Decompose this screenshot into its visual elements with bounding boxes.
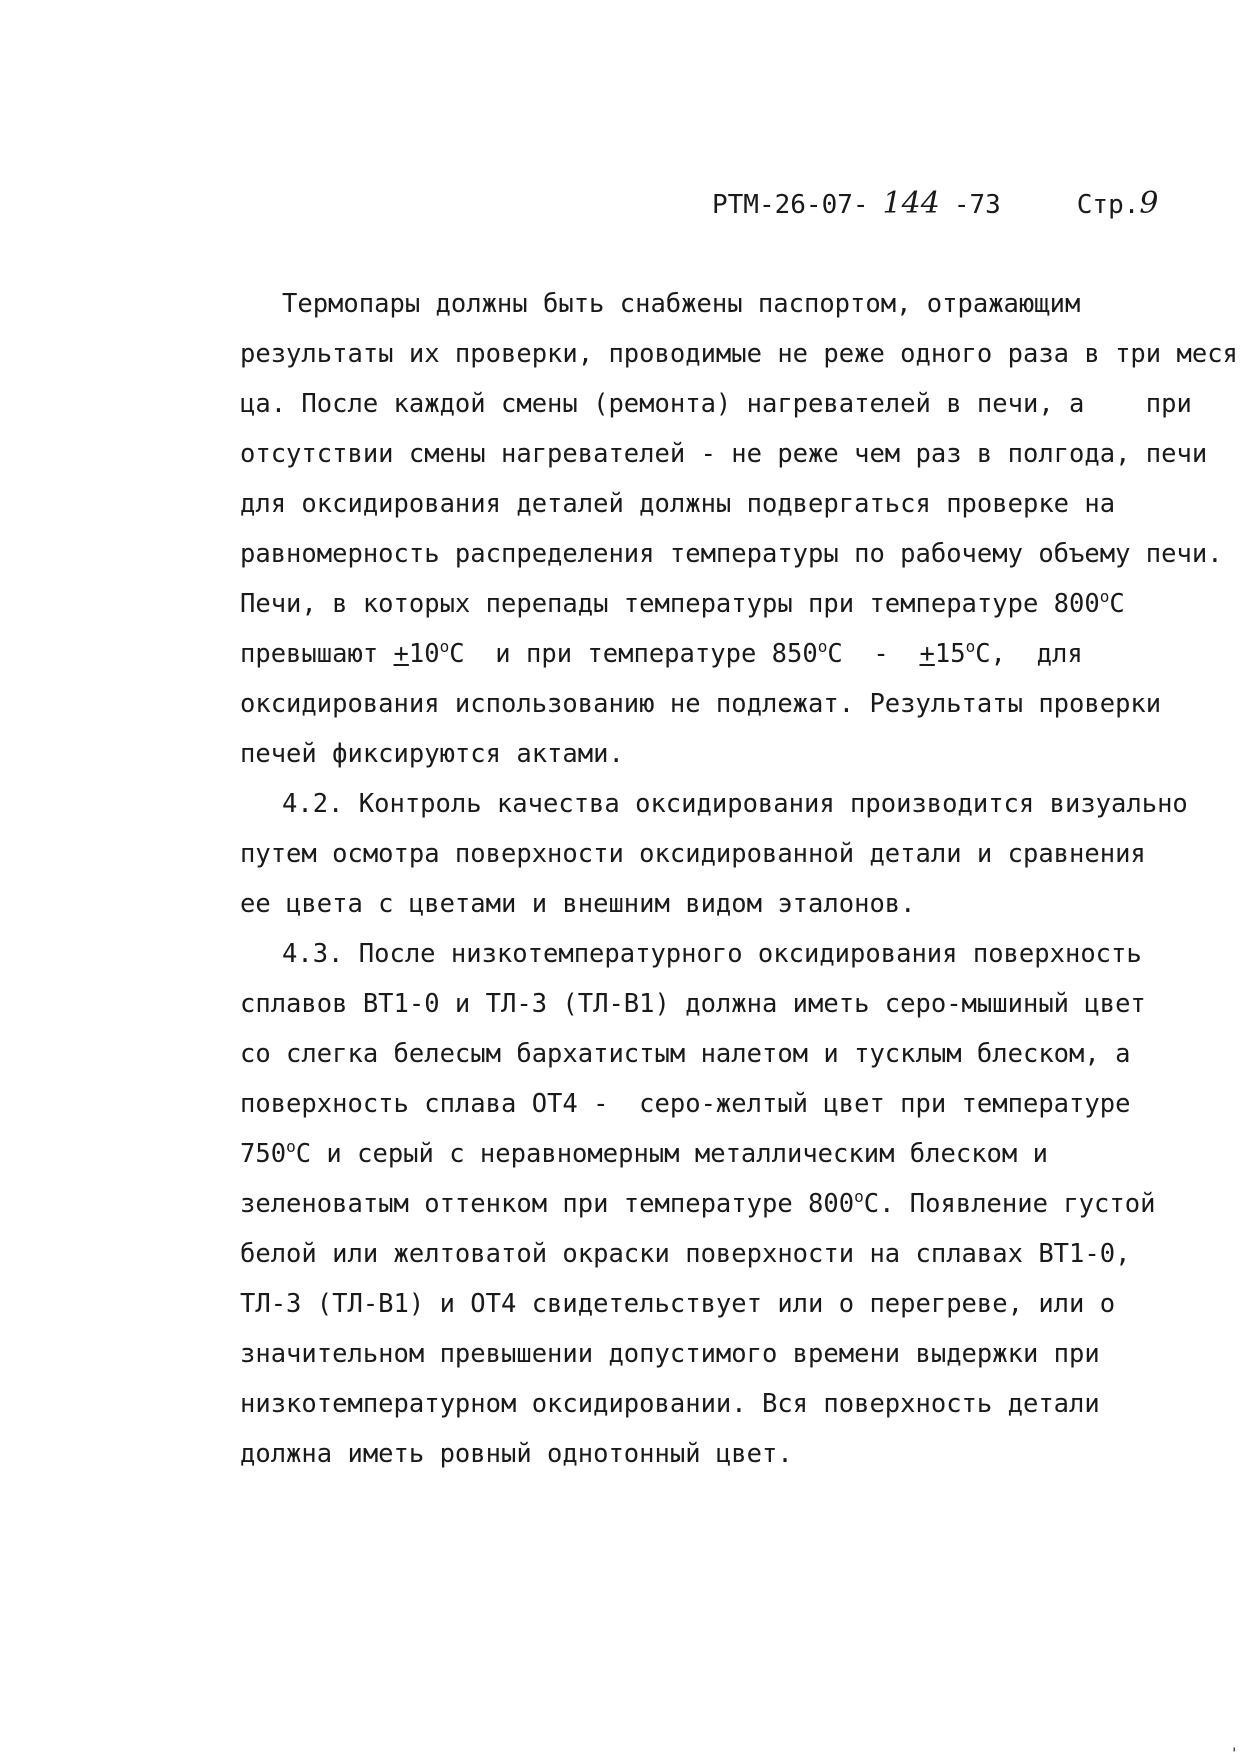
text-line: печей фиксируются актами. [240, 739, 624, 769]
text-line: отсутствии смены нагревателей - не реже чем раз в полгода, печи [240, 439, 1208, 469]
text-line: низкотемпературном оксидировании. Вся поверхность детали [240, 1389, 1100, 1419]
section-4-2-line: 4.2. Контроль качества оксидирования производится визуально [282, 789, 1188, 819]
text-line: значительном превышении допустимого времени выдержки при [240, 1339, 1100, 1369]
degree-sign: o [1099, 587, 1110, 606]
text-line: должна иметь ровный однотонный цвет. [240, 1439, 793, 1469]
text-line: ее цвета с цветами и внешним видом эталонов. [240, 889, 916, 919]
corner-mark: ' [1230, 1746, 1239, 1762]
degree-sign: o [854, 1187, 864, 1206]
text-line: для оксидирования деталей должны подвергаться проверке на [240, 489, 1116, 519]
plus-minus-sign: + [393, 639, 409, 669]
text-line: сплавов ВТ1-0 и ТЛ-3 (ТЛ-В1) должна иметь серо-мышиный цвет [240, 989, 1146, 1019]
degree-sign: o [965, 637, 976, 656]
page-header [712, 186, 1159, 221]
text-line: превышают $+10^oС$ и при температуре $850^oС - +15^oС$, для [240, 637, 1083, 669]
text-line: Термопары должны быть снабжены паспортом, отражающим [282, 289, 1081, 319]
degree-sign: o [439, 637, 450, 656]
text-line: ТЛ-3 (ТЛ-В1) и ОТ4 свидетельствует или о перегреве, или о [240, 1289, 1116, 1319]
text-line: ца. После каждой смены (ремонта) нагревателей в печи, а при [240, 389, 1192, 419]
text-line: равномерность распределения температуры по рабочему объему печи. [240, 539, 1223, 569]
text-line: белой или желтоватой окраски поверхности на сплавах ВТ1-0, [240, 1239, 1131, 1269]
text-line: поверхность сплава ОТ4 - серо-желтый цвет при температуре [240, 1089, 1131, 1119]
text-line: оксидирования использованию не подлежат. Результаты проверки [240, 689, 1162, 719]
degree-sign: o [286, 1137, 296, 1156]
document-code-suffix: -73 [953, 190, 1001, 220]
document-number-handwritten: 144 [882, 186, 940, 221]
text-line: результаты их проверки, проводимые не реже одного раза в три меся [240, 339, 1238, 369]
plus-minus-sign: + [919, 639, 935, 669]
page-label: Стр. [1076, 190, 1140, 220]
page-number: 9 [1139, 186, 1159, 221]
degree-sign: o [817, 637, 828, 656]
text-line: путем осмотра поверхности оксидированной детали и сравнения [240, 839, 1146, 869]
text-line: 750$^o$С и серый с неравномерным металлическим блеском и [240, 1137, 1048, 1169]
text-line: Печи, в которых перепады температуры при температуре 800$^o$С [240, 587, 1125, 619]
document-code-prefix: РТМ-26-07- [712, 190, 869, 220]
text-line: зеленоватым оттенком при температуре 800$^o$С. Появление густой [240, 1187, 1156, 1219]
section-4-3-line: 4.3. После низкотемпературного оксидирования поверхность [282, 939, 1142, 969]
text-line: со слегка белесым бархатистым налетом и тусклым блеском, а [240, 1039, 1131, 1069]
